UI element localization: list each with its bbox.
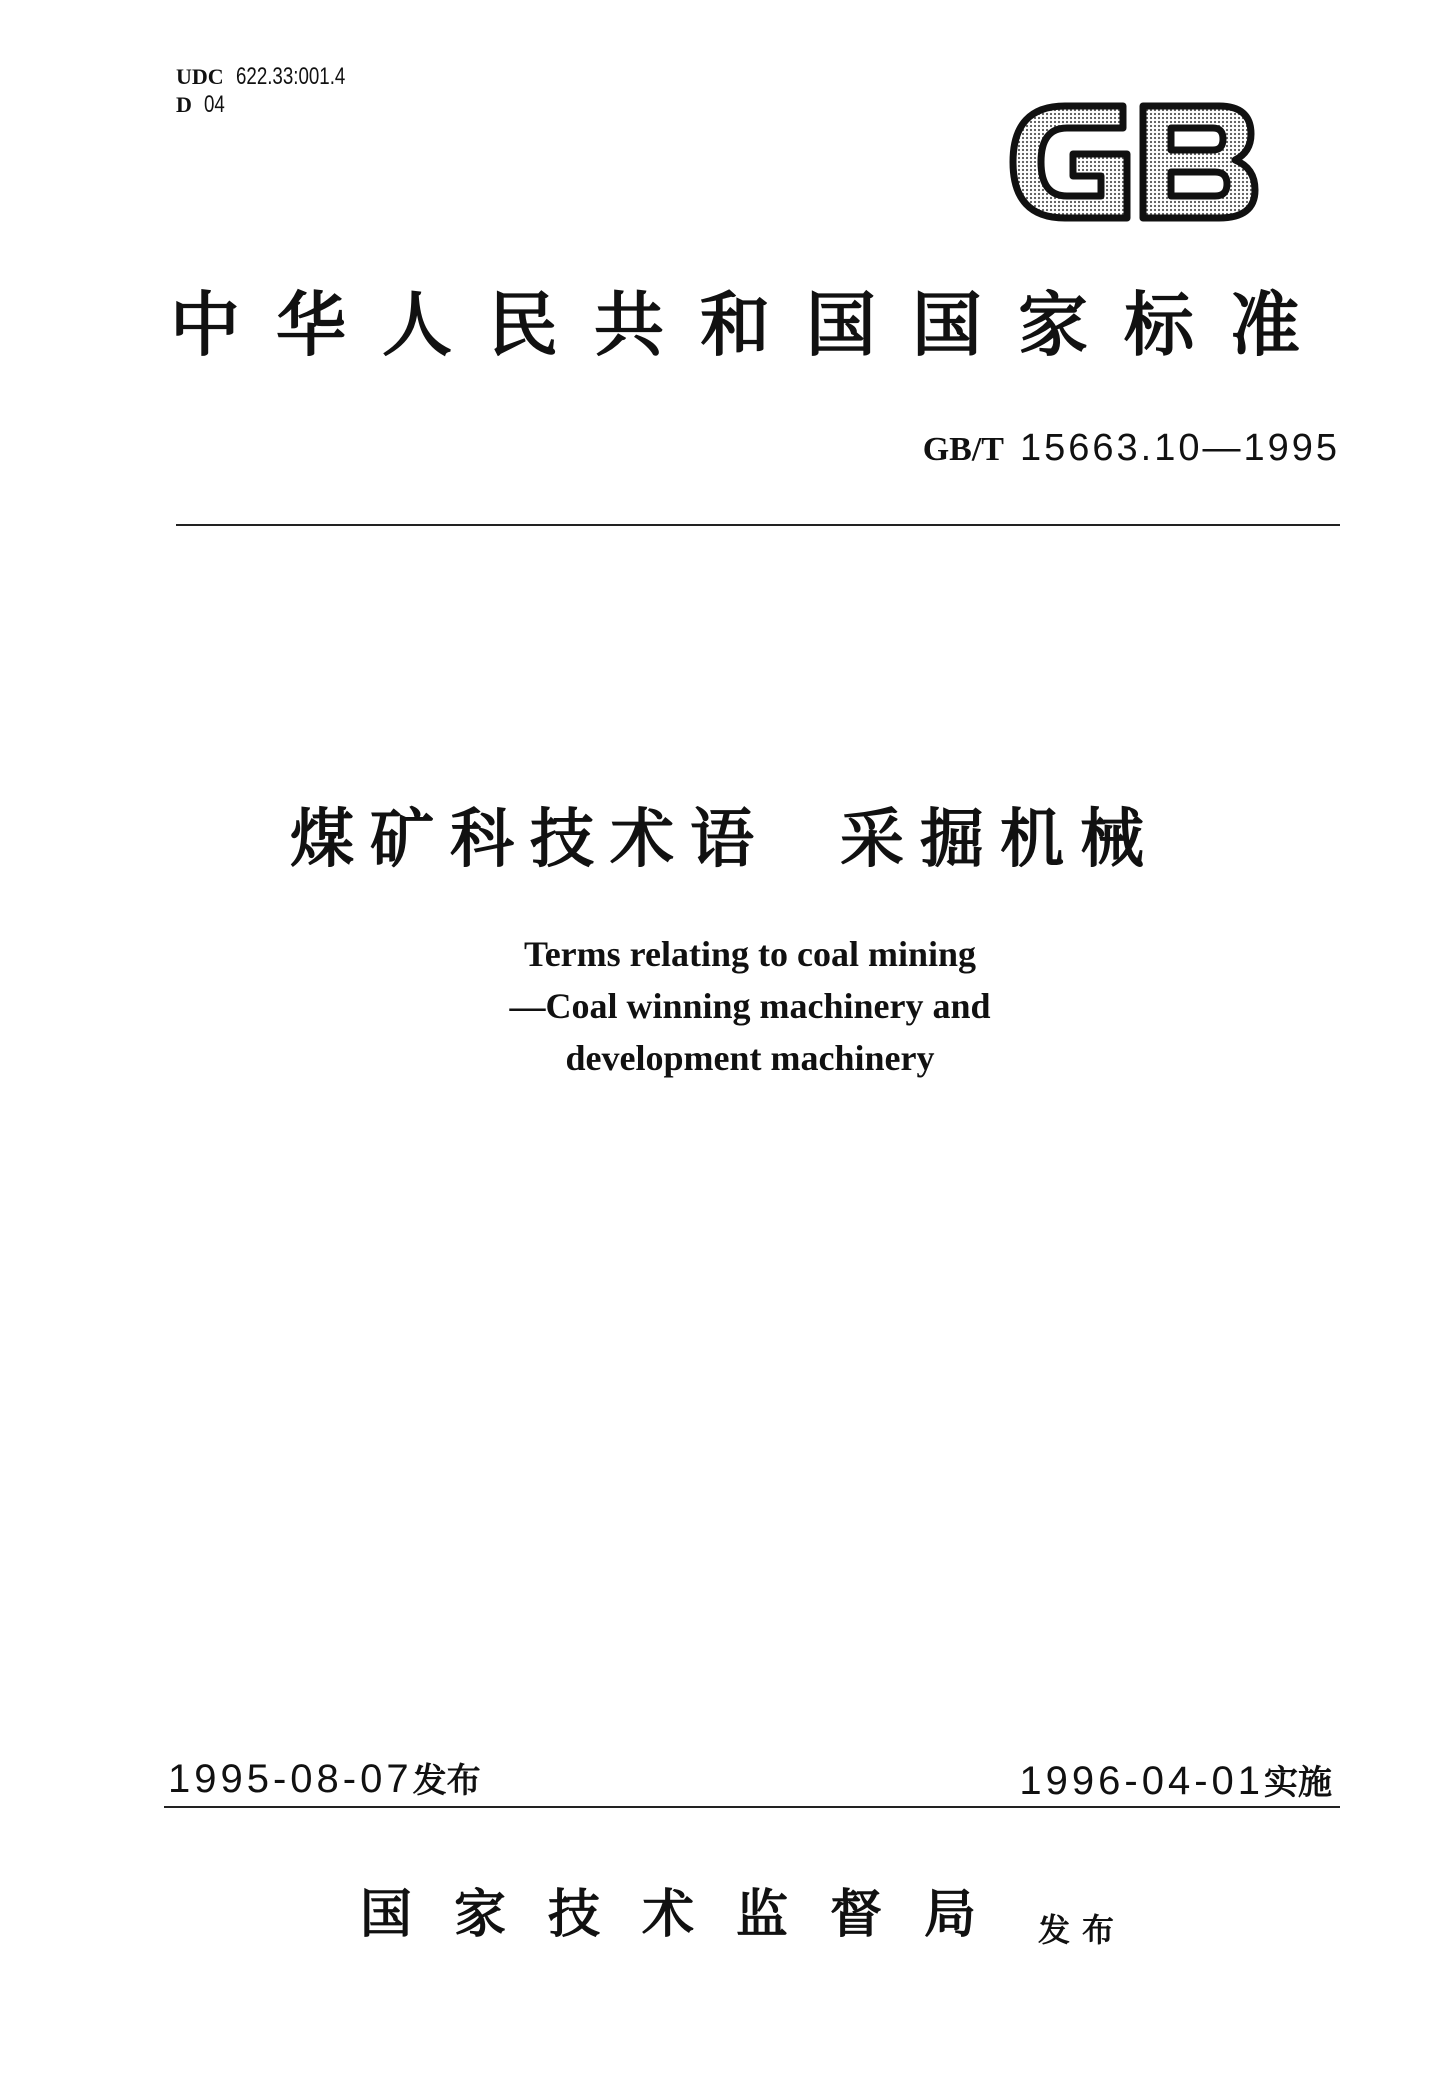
header-divider (176, 524, 1340, 526)
effective-date (1019, 1756, 1332, 1808)
udc-value: 622.33:001.4 (235, 63, 345, 90)
d-line (176, 92, 231, 119)
issuer (360, 1872, 1126, 1951)
document-title-en-line3: development machinery (565, 1038, 935, 1078)
main-title: 中华人民共和国国家标准 (170, 283, 1336, 366)
document-title-cn (0, 800, 1450, 880)
effective-date-value: 1996-04-01 (1019, 1759, 1264, 1803)
issuer-suffix: 发布 (1038, 1910, 1127, 1949)
effective-date-label: 实施 (1264, 1763, 1332, 1803)
standard-number (923, 425, 1340, 472)
gb-standard-logo-icon (1005, 92, 1263, 232)
document-title-en (0, 928, 1450, 1084)
document-title-cn-part1: 煤矿科技术语 (290, 803, 770, 877)
document-title-en-line2: —Coal winning machinery and (509, 986, 991, 1026)
footer-divider (164, 1806, 1340, 1808)
issued-date-label: 发布 (412, 1761, 481, 1801)
standard-code: 15663.10—1995 (1019, 427, 1340, 469)
d-value: 04 (203, 91, 225, 118)
issuer-name: 国家技术监督局 (360, 1884, 1019, 1945)
issued-date-value: 1995-08-07 (168, 1757, 413, 1801)
document-title-en-line1: Terms relating to coal mining (524, 934, 976, 974)
udc-line (176, 64, 376, 91)
standard-prefix: GB/T (922, 431, 1004, 468)
d-label: D (176, 92, 192, 117)
udc-label: UDC (176, 64, 224, 89)
document-title-cn-part2: 采掘机械 (840, 803, 1160, 877)
issued-date (168, 1754, 481, 1806)
